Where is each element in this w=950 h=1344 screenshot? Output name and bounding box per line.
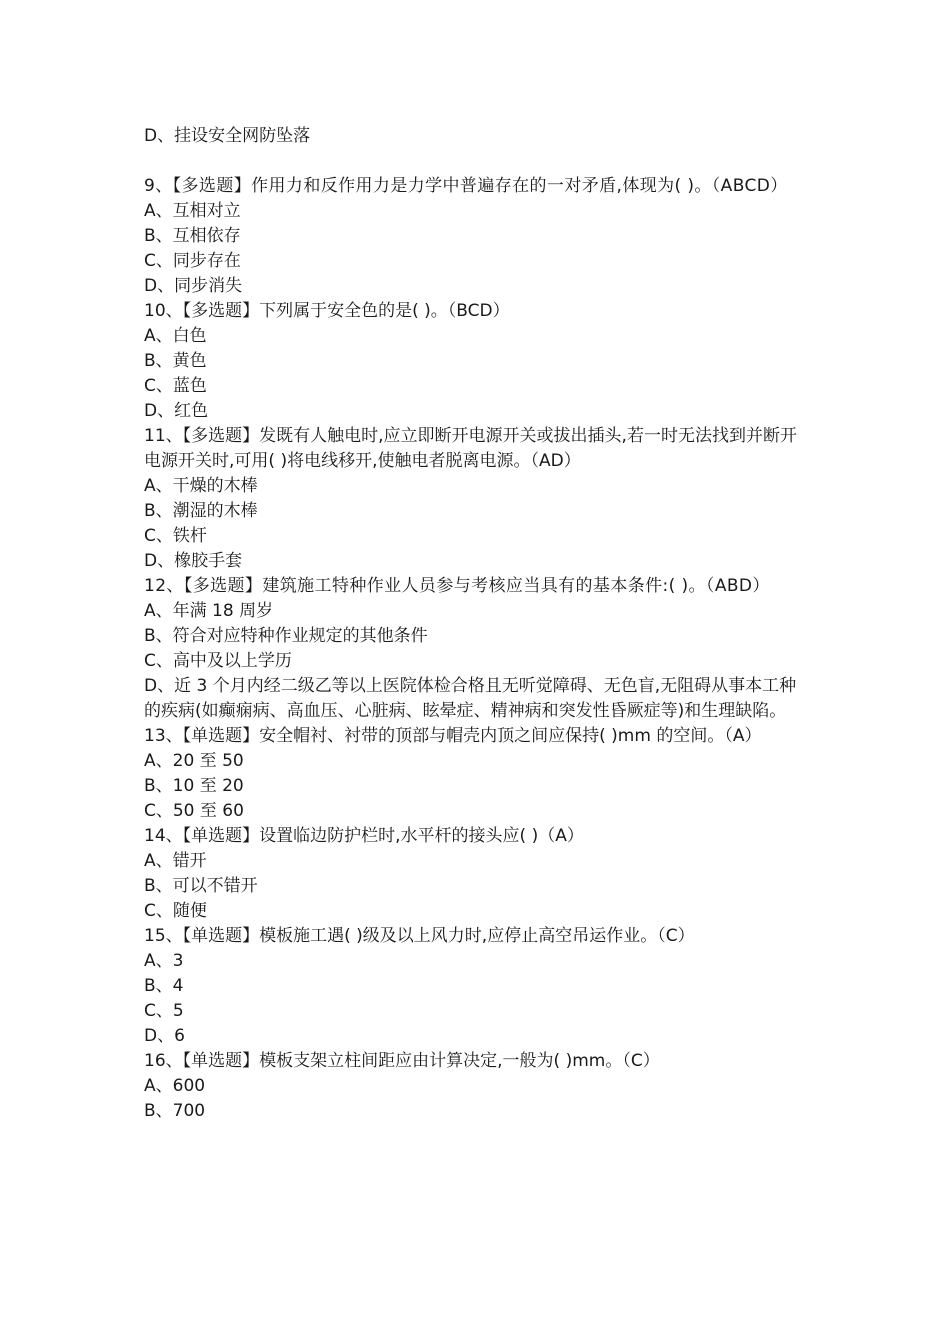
blank-gap (144, 149, 806, 174)
option-line: C、5 (144, 1001, 184, 1021)
question-list (144, 124, 806, 1124)
option-line: D、红色 (144, 401, 209, 421)
question-line: 16、【单选题】模板支架立柱间距应由计算决定,一般为( )mm。（C） (144, 1051, 660, 1071)
option-line: C、蓝色 (144, 376, 207, 396)
option-line: B、潮湿的木棒 (144, 501, 258, 521)
option-line: A、年满 18 周岁 (144, 601, 274, 621)
option-line: A、干燥的木棒 (144, 476, 258, 496)
option-line: B、700 (144, 1101, 206, 1121)
question-line: 10、【多选题】下列属于安全色的是( )。（BCD） (144, 301, 510, 321)
option-line: C、高中及以上学历 (144, 651, 292, 671)
option-line: B、可以不错开 (144, 876, 258, 896)
option-line: A、错开 (144, 851, 207, 871)
option-line: C、同步存在 (144, 251, 241, 271)
question-line: 14、【单选题】设置临边防护栏时,水平杆的接头应( )（A） (144, 826, 584, 846)
option-line: C、铁杆 (144, 526, 207, 546)
option-line: D、橡胶手套 (144, 551, 243, 571)
option-line: B、黄色 (144, 351, 207, 371)
question-line: 13、【单选题】安全帽衬、衬带的顶部与帽壳内顶之间应保持( )mm 的空间。（A） (144, 726, 762, 746)
option-line: A、3 (144, 951, 184, 971)
option-line: D、6 (144, 1026, 185, 1046)
question-line: 11、【多选题】发既有人触电时,应立即断开电源开关或拔出插头,若一时无法找到并断开电源开关时,可用( )将电线移开,使触电者脱离电源。（AD） (144, 426, 797, 471)
option-line: D、同步消失 (144, 276, 243, 296)
option-line: B、10 至 20 (144, 776, 244, 796)
option-line: A、互相对立 (144, 201, 241, 221)
option-line: D、挂设安全网防坠落 (144, 126, 311, 146)
option-line: B、符合对应特种作业规定的其他条件 (144, 626, 428, 646)
question-line: 9、【多选题】作用力和反作用力是力学中普遍存在的一对矛盾,体现为( )。（ABCD） (144, 176, 788, 196)
question-line: 12、【多选题】建筑施工特种作业人员参与考核应当具有的基本条件:( )。（ABD） (144, 576, 770, 596)
option-line: B、4 (144, 976, 184, 996)
option-line: B、互相依存 (144, 226, 241, 246)
option-line: A、600 (144, 1076, 206, 1096)
option-line: C、随便 (144, 901, 207, 921)
option-line: A、白色 (144, 326, 207, 346)
option-line: C、50 至 60 (144, 801, 244, 821)
option-line: A、20 至 50 (144, 751, 244, 771)
question-line: 15、【单选题】模板施工遇( )级及以上风力时,应停止高空吊运作业。（C） (144, 926, 695, 946)
option-line: D、近 3 个月内经二级乙等以上医院体检合格且无听觉障碍、无色盲,无阻碍从事本工种的疾病(如癫痫病、高血压、心脏病、眩晕症、精神病和突发性昏厥症等)和生理缺陷。 (144, 676, 797, 721)
